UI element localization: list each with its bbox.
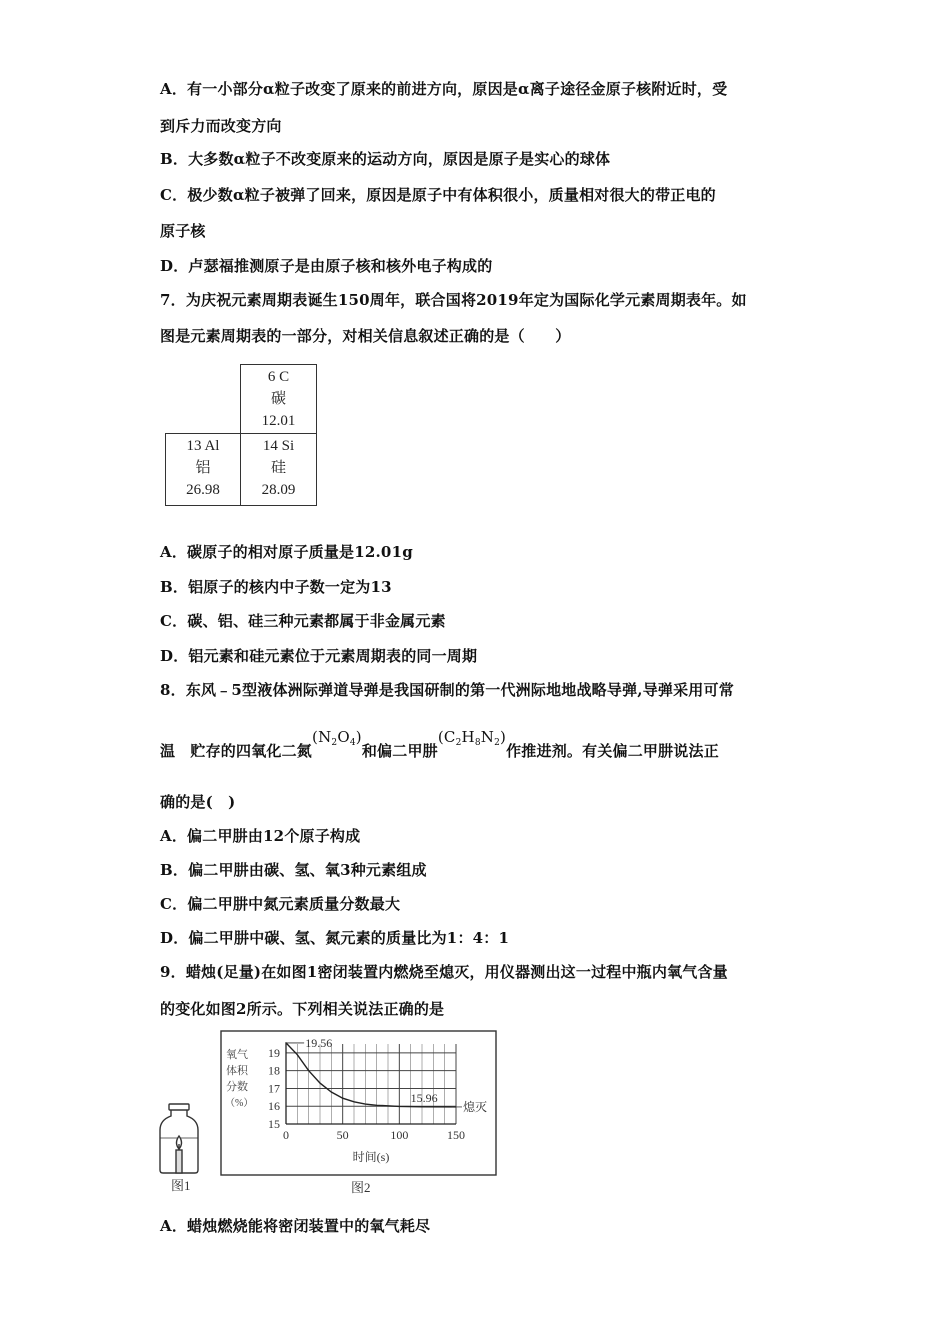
- annotation-end-value: 15.96: [410, 1090, 438, 1105]
- cell-silicon: [240, 433, 317, 506]
- q7-option-c: C．碳、铝、硅三种元素都属于非金属元素: [160, 612, 446, 630]
- ylabel-line: 氧气: [226, 1049, 248, 1061]
- subscript: 2: [455, 738, 462, 748]
- y-tick-label: 16: [268, 1099, 280, 1114]
- q8-stem-part3: 作推进剂。有关偏二甲肼说法正: [506, 742, 719, 760]
- subscript: 2: [331, 738, 338, 748]
- q8-stem-line2: [160, 728, 719, 762]
- q8-option-c: C．偏二甲肼中氮元素质量分数最大: [160, 895, 401, 913]
- cell-mass: 12.01: [261, 413, 296, 429]
- chart-plot: [268, 1036, 487, 1164]
- cell-mass: 26.98: [186, 482, 220, 498]
- q9-stem-line2: 的变化如图2所示。下列相关说法正确的是: [160, 1000, 445, 1018]
- fig1-label: 图1: [171, 1178, 191, 1193]
- cell-name: 铝: [195, 460, 211, 476]
- cell-carbon: [240, 364, 317, 434]
- q8-stem-line3: 确的是( ): [160, 793, 236, 811]
- paren-close: ): [500, 728, 507, 746]
- y-axis-label: [225, 1047, 253, 1109]
- y-tick-label: 19: [268, 1045, 280, 1060]
- jar-with-candle-icon: [160, 1104, 198, 1173]
- q7-option-d: D．铝元素和硅元素位于元素周期表的同一周期: [160, 647, 478, 665]
- q7-stem-line2: 图是元素周期表的一部分，对相关信息叙述正确的是（ ）: [160, 327, 571, 345]
- paren-open: (: [312, 728, 319, 746]
- paren-close: ): [355, 728, 362, 746]
- cell-number-symbol: 13 Al: [186, 438, 220, 454]
- subscript: 2: [494, 738, 501, 748]
- q8-stem-line1: 8．东风﹣5型液体洲际弹道导弹是我国研制的第一代洲际地地战略导弹,导弹采用可常: [160, 681, 734, 699]
- fig2-label: 图2: [351, 1180, 371, 1195]
- annotation-end-label: 熄灭: [463, 1099, 488, 1114]
- element: C: [443, 728, 456, 746]
- q9-stem-line1: 9．蜡烛(足量)在如图1密闭装置内燃烧至熄灭，用仪器测出这一过程中瓶内氧气含量: [160, 963, 728, 981]
- element: O: [337, 728, 350, 746]
- formula-n2o4: [312, 728, 362, 746]
- q8-option-b: B．偏二甲肼由碳、氢、氧3种元素组成: [160, 861, 427, 879]
- q6-option-a-line2: 到斥力而改变方向: [160, 117, 282, 135]
- q7-stem-line1: 7．为庆祝元素周期表诞生150周年，联合国将2019年定为国际化学元素周期表年。如: [160, 291, 747, 309]
- x-axis-label: 时间(s): [352, 1150, 390, 1164]
- y-tick-label: 17: [268, 1081, 280, 1096]
- q9-option-a: A．蜡烛燃烧能将密闭装置中的氧气耗尽: [160, 1217, 431, 1235]
- ylabel-line: 体积: [226, 1065, 248, 1077]
- element: H: [461, 728, 475, 746]
- y-tick-label: 18: [268, 1063, 280, 1078]
- y-tick-label: 15: [268, 1117, 280, 1131]
- cell-aluminum: [165, 433, 241, 506]
- annotation-start-value: 19.56: [305, 1035, 333, 1050]
- cell-number-symbol: 14 Si: [262, 438, 295, 454]
- q8-option-d: D．偏二甲肼中碳、氢、氮元素的质量比为1：4：1: [160, 929, 510, 947]
- x-tick-label: 100: [390, 1128, 409, 1142]
- q7-option-a: A．碳原子的相对原子质量是12.01g: [160, 543, 413, 561]
- q6-option-b: B．大多数α粒子不改变原来的运动方向，原因是原子是实心的球体: [160, 150, 611, 168]
- element: N: [318, 728, 332, 746]
- q7-option-b: B．铝原子的核内中子数一定为13: [160, 578, 392, 596]
- q6-option-c-line1: C．极少数α粒子被弹了回来，原因是原子中有体积很小，质量相对很大的带正电的: [160, 186, 716, 204]
- q8-option-a: A．偏二甲肼由12个原子构成: [160, 827, 361, 845]
- q6-option-d: D．卢瑟福推测原子是由原子核和核外电子构成的: [160, 257, 493, 275]
- formula-c2h8n2: [438, 728, 506, 746]
- cell-name: 碳: [270, 391, 286, 407]
- q8-stem-part1: 温 贮存的四氧化二氮: [160, 742, 313, 760]
- cell-number-symbol: 6 C: [267, 369, 290, 385]
- cell-mass: 28.09: [261, 482, 296, 498]
- x-tick-label: 50: [336, 1128, 349, 1142]
- subscript: 4: [349, 738, 356, 748]
- ylabel-line: 分数: [226, 1081, 248, 1093]
- x-tick-label: 0: [283, 1128, 289, 1142]
- paren-open: (: [437, 728, 444, 746]
- ylabel-line: （%）: [225, 1098, 254, 1109]
- subscript: 8: [474, 738, 481, 748]
- q9-figure: [158, 1030, 503, 1200]
- q8-stem-part2: 和偏二甲肼: [361, 742, 438, 760]
- q6-option-c-line2: 原子核: [160, 222, 206, 240]
- x-tick-label: 150: [447, 1128, 465, 1142]
- periodic-table-fragment: [165, 364, 317, 506]
- q6-option-a-line1: A．有一小部分α粒子改变了原来的前进方向，原因是α离子途径金原子核附近时，受: [160, 80, 728, 98]
- cell-name: 硅: [270, 460, 286, 476]
- element: N: [480, 728, 495, 746]
